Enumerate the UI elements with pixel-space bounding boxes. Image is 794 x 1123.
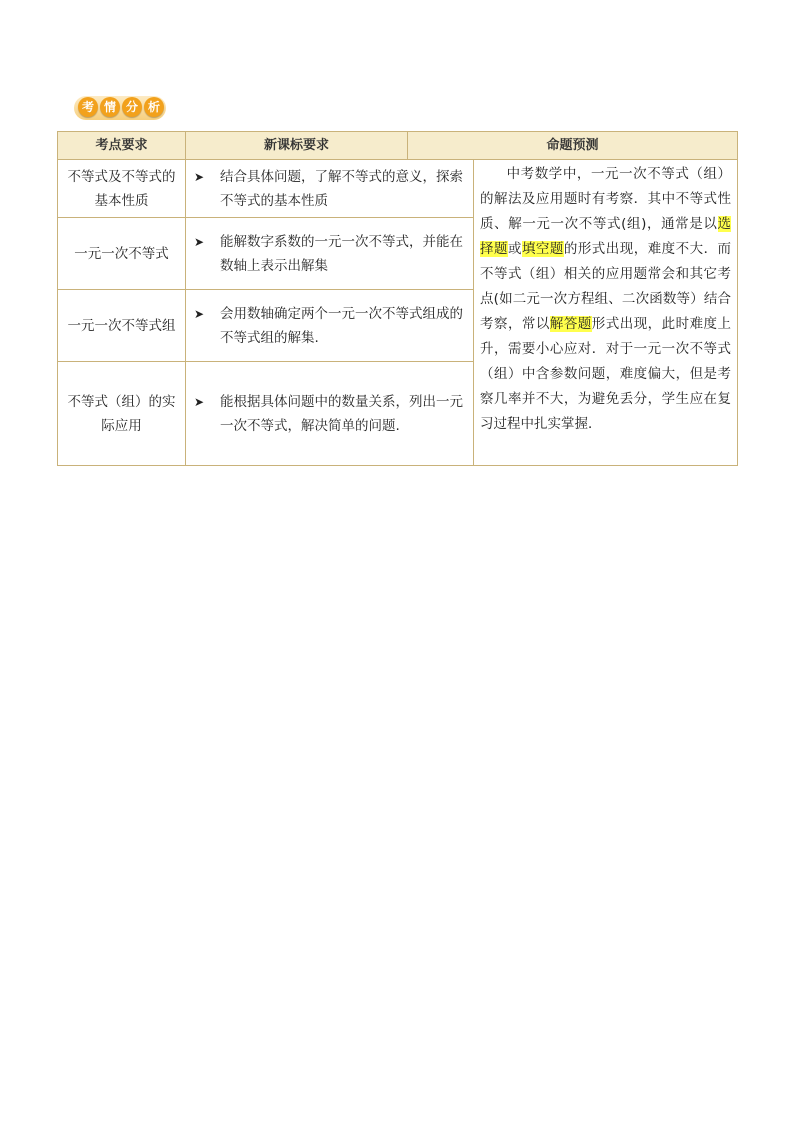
table-header-row bbox=[58, 132, 738, 160]
requirement-cell bbox=[186, 218, 474, 290]
requirement-cell bbox=[186, 160, 474, 218]
forecast-text: 形式出现，此时难度上升，需要小心应对．对于一元一次不等式（组）中含参数问题，难度偏大，但是考察几率并不大，为避免丢分，学生应在复习过程中扎实掌握． bbox=[480, 316, 732, 432]
highlight-answer: 解答题 bbox=[549, 316, 592, 332]
requirement-text: 能解数字系数的一元一次不等式，并能在数轴上表示出解集 bbox=[220, 233, 463, 274]
badge-char: 分 bbox=[122, 97, 142, 117]
arrow-bullet-icon: ➤ bbox=[194, 394, 205, 409]
requirement-text: 结合具体问题，了解不等式的意义，探索不等式的基本性质 bbox=[220, 168, 463, 209]
topic-cell: 一元一次不等式组 bbox=[58, 290, 186, 362]
topic-cell: 不等式及不等式的基本性质 bbox=[58, 160, 186, 218]
arrow-bullet-icon: ➤ bbox=[194, 169, 205, 184]
forecast-cell bbox=[474, 160, 738, 466]
highlight-choice: 选择题 bbox=[480, 216, 732, 257]
forecast-text: 中考数学中，一元一次不等式（组）的解法及应用题时有考察．其中不等式性质、解一元一次不等式(组)，通常是以 bbox=[480, 166, 732, 232]
topic-cell: 一元一次不等式 bbox=[58, 218, 186, 290]
forecast-text: 或 bbox=[507, 241, 522, 257]
badge-char: 情 bbox=[100, 97, 120, 117]
arrow-bullet-icon: ➤ bbox=[194, 306, 205, 321]
topic-cell: 不等式（组）的实际应用 bbox=[58, 362, 186, 466]
exam-analysis-table bbox=[57, 131, 738, 466]
header-forecast: 命题预测 bbox=[408, 132, 738, 160]
section-badge bbox=[74, 94, 172, 120]
highlight-fill: 填空题 bbox=[521, 241, 564, 257]
requirement-cell bbox=[186, 290, 474, 362]
badge-char: 考 bbox=[78, 97, 98, 117]
requirement-text: 能根据具体问题中的数量关系，列出一元一次不等式，解决简单的问题. bbox=[220, 393, 463, 434]
requirement-cell bbox=[186, 362, 474, 466]
badge-char: 析 bbox=[144, 97, 164, 117]
forecast-text: 的形式出现，难度不大．而不等式（组）相关的应用题常会和其它考点(如二元一次方程组、二次函数等）结合考察，常以 bbox=[480, 241, 732, 332]
header-topic: 考点要求 bbox=[58, 132, 186, 160]
requirement-text: 会用数轴确定两个一元一次不等式组成的不等式组的解集. bbox=[220, 305, 463, 346]
arrow-bullet-icon: ➤ bbox=[194, 234, 205, 249]
header-requirement: 新课标要求 bbox=[186, 132, 408, 160]
table-row bbox=[58, 160, 738, 218]
